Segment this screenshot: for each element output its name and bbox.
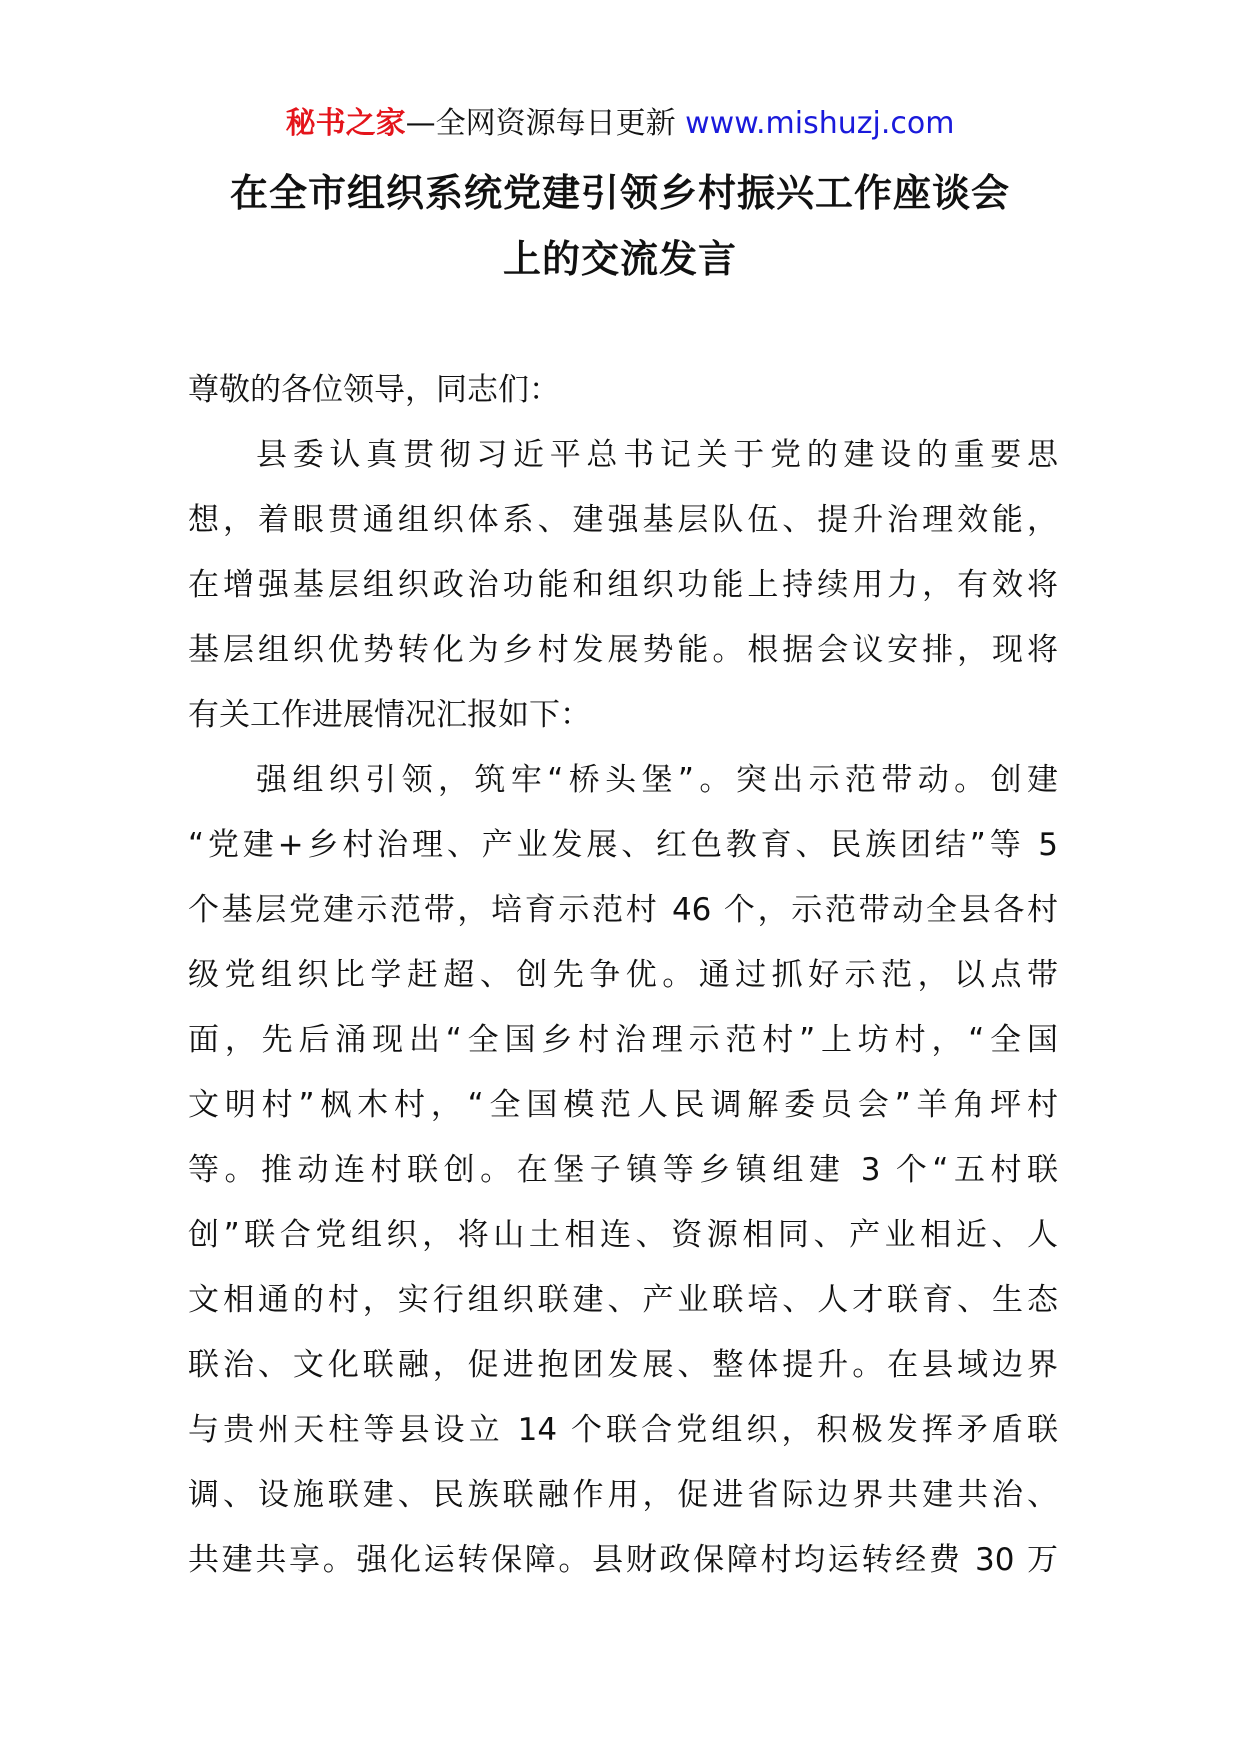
salutation: 尊敬的各位领导，同志们： [188,372,560,408]
body-line: 调、设施联建、民族联融作用，促进省际边界共建共治、 [188,1477,1058,1513]
body-line: 在增强基层组织政治功能和组织功能上持续用力，有效将 [188,567,1058,603]
site-header [0,100,1240,148]
body-line: 想，着眼贯通组织体系、建强基层队伍、提升治理效能， [188,502,1058,538]
body-line: 有关工作进展情况汇报如下： [188,697,591,733]
body-line: 基层组织优势转化为乡村发展势能。根据会议安排，现将 [188,632,1058,668]
body-line: 强组织引领，筑牢“桥头堡”。突出示范带动。创建 [256,762,1058,798]
body-line: 创”联合党组织，将山土相连、资源相同、产业相近、人 [188,1217,1058,1253]
body-line: 与贵州天柱等县设立 14 个联合党组织，积极发挥矛盾联 [188,1412,1058,1448]
body-line: 共建共享。强化运转保障。县财政保障村均运转经费 30 万 [188,1542,1058,1578]
body-line: 面，先后涌现出“全国乡村治理示范村”上坊村，“全国 [188,1022,1058,1058]
document-body [188,358,1058,1593]
body-line: 文明村”枫木村，“全国模范人民调解委员会”羊角坪村 [188,1087,1058,1123]
title-line-1: 在全市组织系统党建引领乡村振兴工作座谈会 [229,171,1010,215]
body-line: 等。推动连村联创。在堡子镇等乡镇组建 3 个“五村联 [188,1152,1058,1188]
body-line: 县委认真贯彻习近平总书记关于党的建设的重要思 [256,437,1058,473]
body-line: 文相通的村，实行组织联建、产业联培、人才联育、生态 [188,1282,1058,1318]
site-url-link[interactable]: www.mishuzj.com [685,106,955,141]
body-line: “党建+乡村治理、产业发展、红色教育、民族团结”等 5 [188,827,1058,863]
body-line: 个基层党建示范带，培育示范村 46 个，示范带动全县各村 [188,892,1058,928]
body-line: 联治、文化联融，促进抱团发展、整体提升。在县域边界 [188,1347,1058,1383]
body-line: 级党组织比学赶超、创先争优。通过抓好示范，以点带 [188,957,1058,993]
document-title [180,160,1060,292]
site-brand: 秘书之家 [285,106,406,141]
site-tagline: —全网资源每日更新 [405,106,676,141]
title-line-2: 上的交流发言 [502,237,737,281]
